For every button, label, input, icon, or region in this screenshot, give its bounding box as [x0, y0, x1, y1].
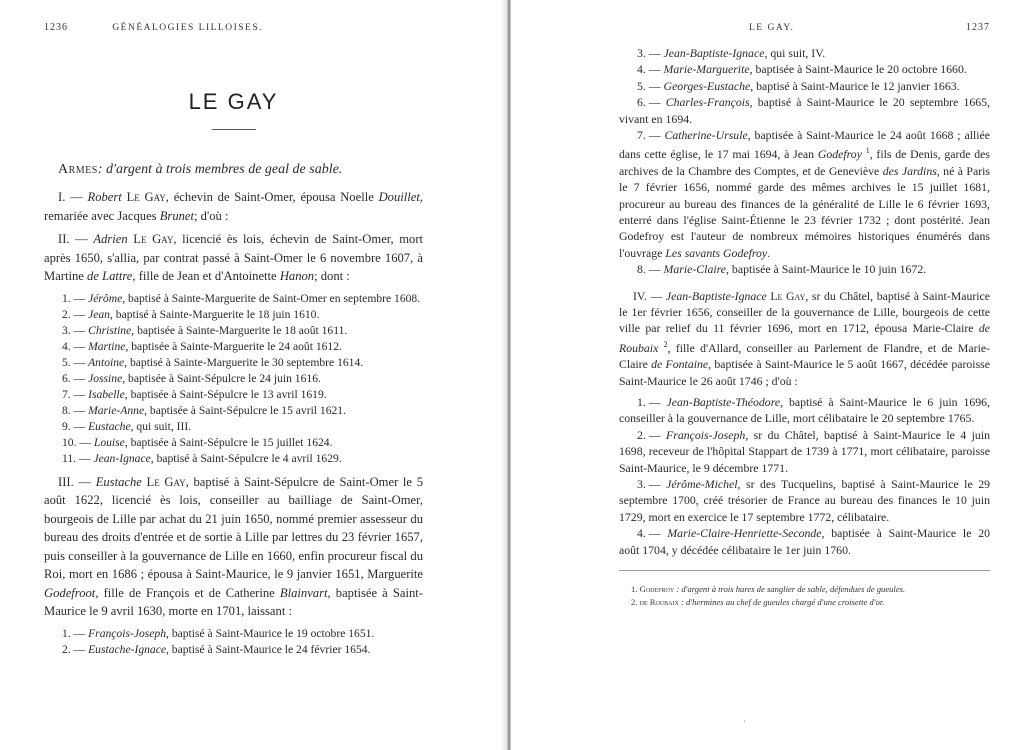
entry-text: , baptisée à Saint-Maurice le 20 août 1704, y décédée célibataire le 1er juin 1760.	[619, 526, 990, 557]
left-running-title: GÉNÉALOGIES LILLOISES.	[112, 23, 263, 33]
children-list-III-left	[44, 626, 423, 658]
entry-number: 9. —	[62, 419, 86, 433]
surname: Le Gay	[146, 474, 186, 489]
footnote	[619, 596, 990, 609]
entry-text: , baptisé à Saint-Maurice le 12 janvier 1663.	[750, 78, 960, 93]
gen-text: , baptisée à Saint-Maurice le 9 avril 1630, morte en 1701, laissant :	[44, 585, 423, 618]
entry-number: 2. —	[62, 642, 86, 656]
list-item	[619, 394, 990, 427]
child-name: Marie-Marguerite	[663, 62, 750, 77]
entry-number: 2. —	[62, 307, 86, 321]
list-item	[619, 476, 990, 525]
generation-I	[44, 188, 423, 225]
child-name: Eustache-Ignace	[88, 642, 166, 656]
entry-text: , né à Paris le 7 février 1656, nommé garde des mêmes archives le 15 juillet 1681, procureur au bureau des finances de la généralité de Lille le 6 février 1693, enterré dans l'église Saint-Étienne le 23 février 1732 ; dont postérité. Jean Godefroy est l'auteur de nombreux mémoires historiques énumérés dans l'ouvrage	[619, 163, 990, 260]
list-item	[44, 435, 423, 451]
right-page	[515, 0, 1024, 750]
gen-text: , licencié ès lois, échevin de Saint-Omer, mort après 1650, s'allia, par contrat passé à Saint-Omer le 6 novembre 1607, à Martine	[44, 232, 424, 283]
entry-text: , baptisée à Saint-Sépulcre le 24 juin 1616.	[122, 371, 321, 385]
generation-IV	[619, 288, 990, 389]
child-name: Isabelle	[88, 387, 125, 401]
entry-number: 10. —	[62, 435, 91, 449]
child-name: Jean-Baptiste-Ignace	[663, 46, 765, 60]
gen-numeral: III. —	[58, 474, 91, 489]
left-page-number: 1236	[44, 22, 68, 33]
child-name: Marie-Claire-Henriette-Seconde	[667, 526, 822, 541]
entry-text: , baptisé à Saint-Maurice le 19 octobre 1651.	[166, 626, 375, 640]
left-running-head	[44, 22, 423, 33]
spouse-name: de Lattre	[87, 269, 133, 283]
entry-text: , baptisée à Sainte-Marguerite le 24 août 1612.	[125, 339, 342, 353]
list-item	[44, 339, 423, 355]
book-gutter	[507, 0, 511, 750]
entry-number: 4. —	[637, 62, 661, 77]
list-item	[619, 427, 990, 476]
surname: Le Gay	[133, 232, 174, 246]
entry-number: 4. —	[637, 526, 661, 541]
child-name: Charles-François	[665, 95, 750, 110]
gen-text: , remariée avec Jacques	[44, 190, 424, 223]
list-item	[44, 371, 423, 387]
list-item	[619, 94, 990, 127]
gen-text: ; dont :	[314, 269, 350, 283]
entry-number: 2. —	[637, 427, 661, 442]
entry-text: , baptisé à Saint-Maurice le 6 juin 1696, conseiller à la gouvernance de Lille, mort célibataire le 20 septembre 1765.	[619, 394, 990, 426]
footnote-name: Godefroy	[639, 584, 675, 595]
child-name: François-Joseph	[666, 427, 746, 442]
child-name: Catherine-Ursule	[664, 128, 748, 143]
footnote-text: : d'hermines au chef de gueules chargé d'une croisette d'or.	[680, 597, 885, 608]
page-title: LE GAY	[188, 89, 279, 114]
entry-text: , baptisé à Saint-Maurice le 24 février 1654.	[166, 642, 371, 656]
left-page	[0, 0, 505, 750]
print-mark: '	[744, 719, 746, 728]
entry-text: , baptisée à Saint-Sépulcre le 15 juillet 1624.	[124, 435, 333, 449]
right-running-title: LE GAY.	[749, 23, 795, 33]
gen-text: , échevin de Saint-Omer, épousa Noelle	[165, 190, 374, 204]
child-name: Christine	[88, 323, 132, 337]
entry-number: 5. —	[637, 78, 661, 93]
arms-text: : d'argent à trois membres de geal de sable.	[97, 162, 343, 177]
child-name: Marie-Anne	[88, 403, 145, 417]
child-name: Jean-Ignace	[93, 451, 151, 465]
title-rule	[212, 129, 256, 130]
child-name: Antoine	[88, 355, 125, 369]
footnote	[619, 583, 990, 596]
footnote-mark: 2	[663, 339, 668, 349]
list-item	[44, 626, 423, 642]
entry-text: , baptisé à Saint-Sépulcre le 4 avril 1629.	[150, 451, 342, 465]
list-item-catherine-ursule	[619, 127, 990, 261]
child-name: Martine	[88, 339, 126, 353]
entry-number: 7. —	[637, 128, 661, 143]
entry-number: 7. —	[62, 387, 86, 401]
surname: Le Gay	[770, 288, 806, 303]
gen-text: , fille de Jean et d'Antoinette	[132, 269, 277, 283]
child-name: François-Joseph	[88, 626, 167, 640]
entry-text: , fils de Denis, garde des archives de la Chambre des Comptes, et de Geneviève	[619, 147, 990, 178]
list-item	[44, 642, 423, 658]
footnote-separator	[619, 570, 990, 571]
entry-number: 1. —	[62, 291, 86, 305]
children-list-II	[44, 291, 423, 467]
child-name: Marie-Claire	[663, 262, 727, 277]
list-item	[44, 323, 423, 339]
entry-number: 5. —	[62, 355, 86, 369]
child-name: Jérôme	[88, 291, 123, 305]
footnote-name: de Roubaix	[639, 597, 679, 608]
entry-text: , baptisé à Sainte-Marguerite le 18 juin 1610.	[109, 307, 320, 321]
footnote-number: 1.	[631, 584, 638, 595]
person-name: Jean-Baptiste-Ignace	[665, 288, 767, 303]
list-item	[44, 403, 423, 419]
right-running-head	[679, 22, 990, 33]
entry-number: 3. —	[637, 477, 661, 491]
spouse-name: Godefroy	[817, 147, 862, 162]
child-name: Georges-Eustache	[663, 78, 751, 93]
person-name: Robert	[87, 190, 122, 204]
entry-number: 6. —	[637, 95, 661, 110]
entry-text: , baptisée à Saint-Sépulcre le 13 avril 1619.	[124, 387, 327, 401]
person-name: Eustache	[95, 474, 142, 489]
person-name: Adrien	[93, 232, 128, 246]
gen-text: , baptisée à Saint-Maurice le 5 août 1667, décédée paroisse Saint-Maurice le 26 août 1746 ; d'où :	[619, 357, 990, 388]
footnote-text: : d'argent à trois hures de sanglier de sable, défendues de gueules.	[676, 584, 906, 595]
entry-number: 3. —	[62, 323, 86, 337]
entry-text: , qui suit, IV.	[764, 46, 826, 60]
entry-text: , qui suit, III.	[130, 419, 192, 433]
footnote-number: 2.	[631, 597, 638, 608]
list-item	[619, 45, 990, 61]
child-name: Jossine	[88, 371, 123, 385]
spouse-name: Douillet	[378, 190, 420, 204]
gen-text: ; d'où :	[194, 208, 229, 223]
footnotes	[619, 583, 990, 609]
entry-text: , baptisé à Sainte-Marguerite le 30 septembre 1614.	[124, 355, 364, 369]
entry-text: , sr du Châtel, baptisé à Saint-Maurice le 4 juin 1698, receveur de l'hôpital Stappart de 1739 à 1771, mort célibataire, paroisse Saint-Maurice, le 9 décembre 1771.	[619, 427, 990, 475]
right-page-number: 1237	[966, 22, 990, 33]
mother-name: Hanon	[279, 269, 315, 283]
spouse-name: Brunet	[159, 208, 195, 223]
entry-text: , baptisée à Saint-Maurice le 20 octobre 1660.	[749, 62, 967, 77]
generation-II	[44, 230, 423, 286]
gen-text: , baptisé à Saint-Sépulcre de Saint-Omer le 5 août 1622, licencié ès lois, conseiller au bailliage de Saint-Omer, bourgeois de Lille par achat du 21 juin 1650, nommé premier assesseur du bureau des droits d'entrée et de sortie à Lille par lettres du 23 février 1657, puis conseiller à la gouvernance de Lille en 1660, enfin procureur fiscal du Roi, mort en 1686 ; épousa à Saint-Maurice, le 9 janvier 1651, Marguerite	[44, 474, 423, 581]
generation-III	[44, 473, 423, 621]
entry-number: 8. —	[62, 403, 86, 417]
mother-name: des Jardins	[882, 163, 937, 178]
list-item	[44, 291, 423, 307]
list-item	[619, 61, 990, 77]
mother-name: de Fontaine	[651, 357, 709, 372]
entry-number: 11. —	[62, 451, 91, 465]
entry-number: 6. —	[62, 371, 86, 385]
entry-number: 3. —	[637, 46, 661, 60]
child-name: Jean	[88, 307, 110, 321]
arms-line	[58, 162, 423, 178]
gen-text: , fille de François et de Catherine	[95, 585, 275, 600]
list-item	[44, 387, 423, 403]
entry-text: , baptisée à Saint-Maurice le 10 juin 1672.	[726, 262, 927, 277]
entry-number: 4. —	[62, 339, 86, 353]
entry-text: , baptisé à Saint-Maurice le 20 septembre 1665, vivant en 1694.	[619, 95, 990, 126]
child-name: Louise	[93, 435, 125, 449]
children-list-III-right	[619, 45, 990, 278]
arms-label: Armes	[58, 162, 98, 177]
child-name: Eustache	[88, 419, 131, 433]
gen-text: , sr du Châtel, baptisé à Saint-Maurice le 1er février 1656, conseiller de la gouvernance de Lille, bourgeois de cette ville par relief du 11 février 1696, mort en 1712, épousa Marie-Claire	[619, 288, 991, 336]
footnote-mark: 1	[865, 146, 870, 156]
list-item	[619, 78, 990, 94]
gen-numeral: II. —	[58, 232, 88, 246]
list-item	[44, 355, 423, 371]
mother-name: Blainvart	[279, 585, 328, 600]
work-title: Les savants Godefroy	[665, 245, 768, 260]
entry-number: 8. —	[637, 262, 661, 277]
child-name: Jean-Baptiste-Théodore	[666, 394, 781, 409]
child-name: Jérôme-Michel	[666, 477, 738, 491]
gen-text: , fille d'Allard, conseiller au Parlement de Flandre, et de Marie-Claire	[619, 340, 991, 372]
spouse-name: Godefroot	[44, 585, 96, 600]
entry-number: 1. —	[62, 626, 86, 640]
spouse-name: de Roubaix	[619, 321, 991, 355]
entry-number: 1. —	[637, 394, 661, 409]
list-item	[44, 419, 423, 435]
entry-text: , baptisée à Saint-Maurice le 24 août 1668 ; alliée dans cette église, le 17 mai 1694, à Jean	[619, 128, 990, 162]
entry-text: , sr des Tucquelins, baptisé à Saint-Maurice le 29 septembre 1700, créé trésorier de France au bureau des finances le 10 juin 1729, mort en exercice le 17 septembre 1772, célibataire.	[619, 477, 990, 524]
entry-text: .	[767, 245, 771, 260]
list-item	[44, 307, 423, 323]
gen-numeral: I. —	[58, 190, 83, 204]
entry-text: , baptisée à Sainte-Marguerite le 18 août 1611.	[131, 323, 348, 337]
surname: Le Gay	[126, 190, 166, 204]
entry-text: , baptisée à Saint-Sépulcre le 15 avril 1621.	[144, 403, 346, 417]
gen-numeral: IV. —	[633, 288, 663, 303]
list-item	[619, 525, 990, 558]
list-item	[44, 451, 423, 467]
children-list-IV	[619, 394, 990, 558]
entry-text: , baptisé à Sainte-Marguerite de Saint-Omer en septembre 1608.	[122, 291, 421, 305]
list-item	[619, 261, 990, 277]
